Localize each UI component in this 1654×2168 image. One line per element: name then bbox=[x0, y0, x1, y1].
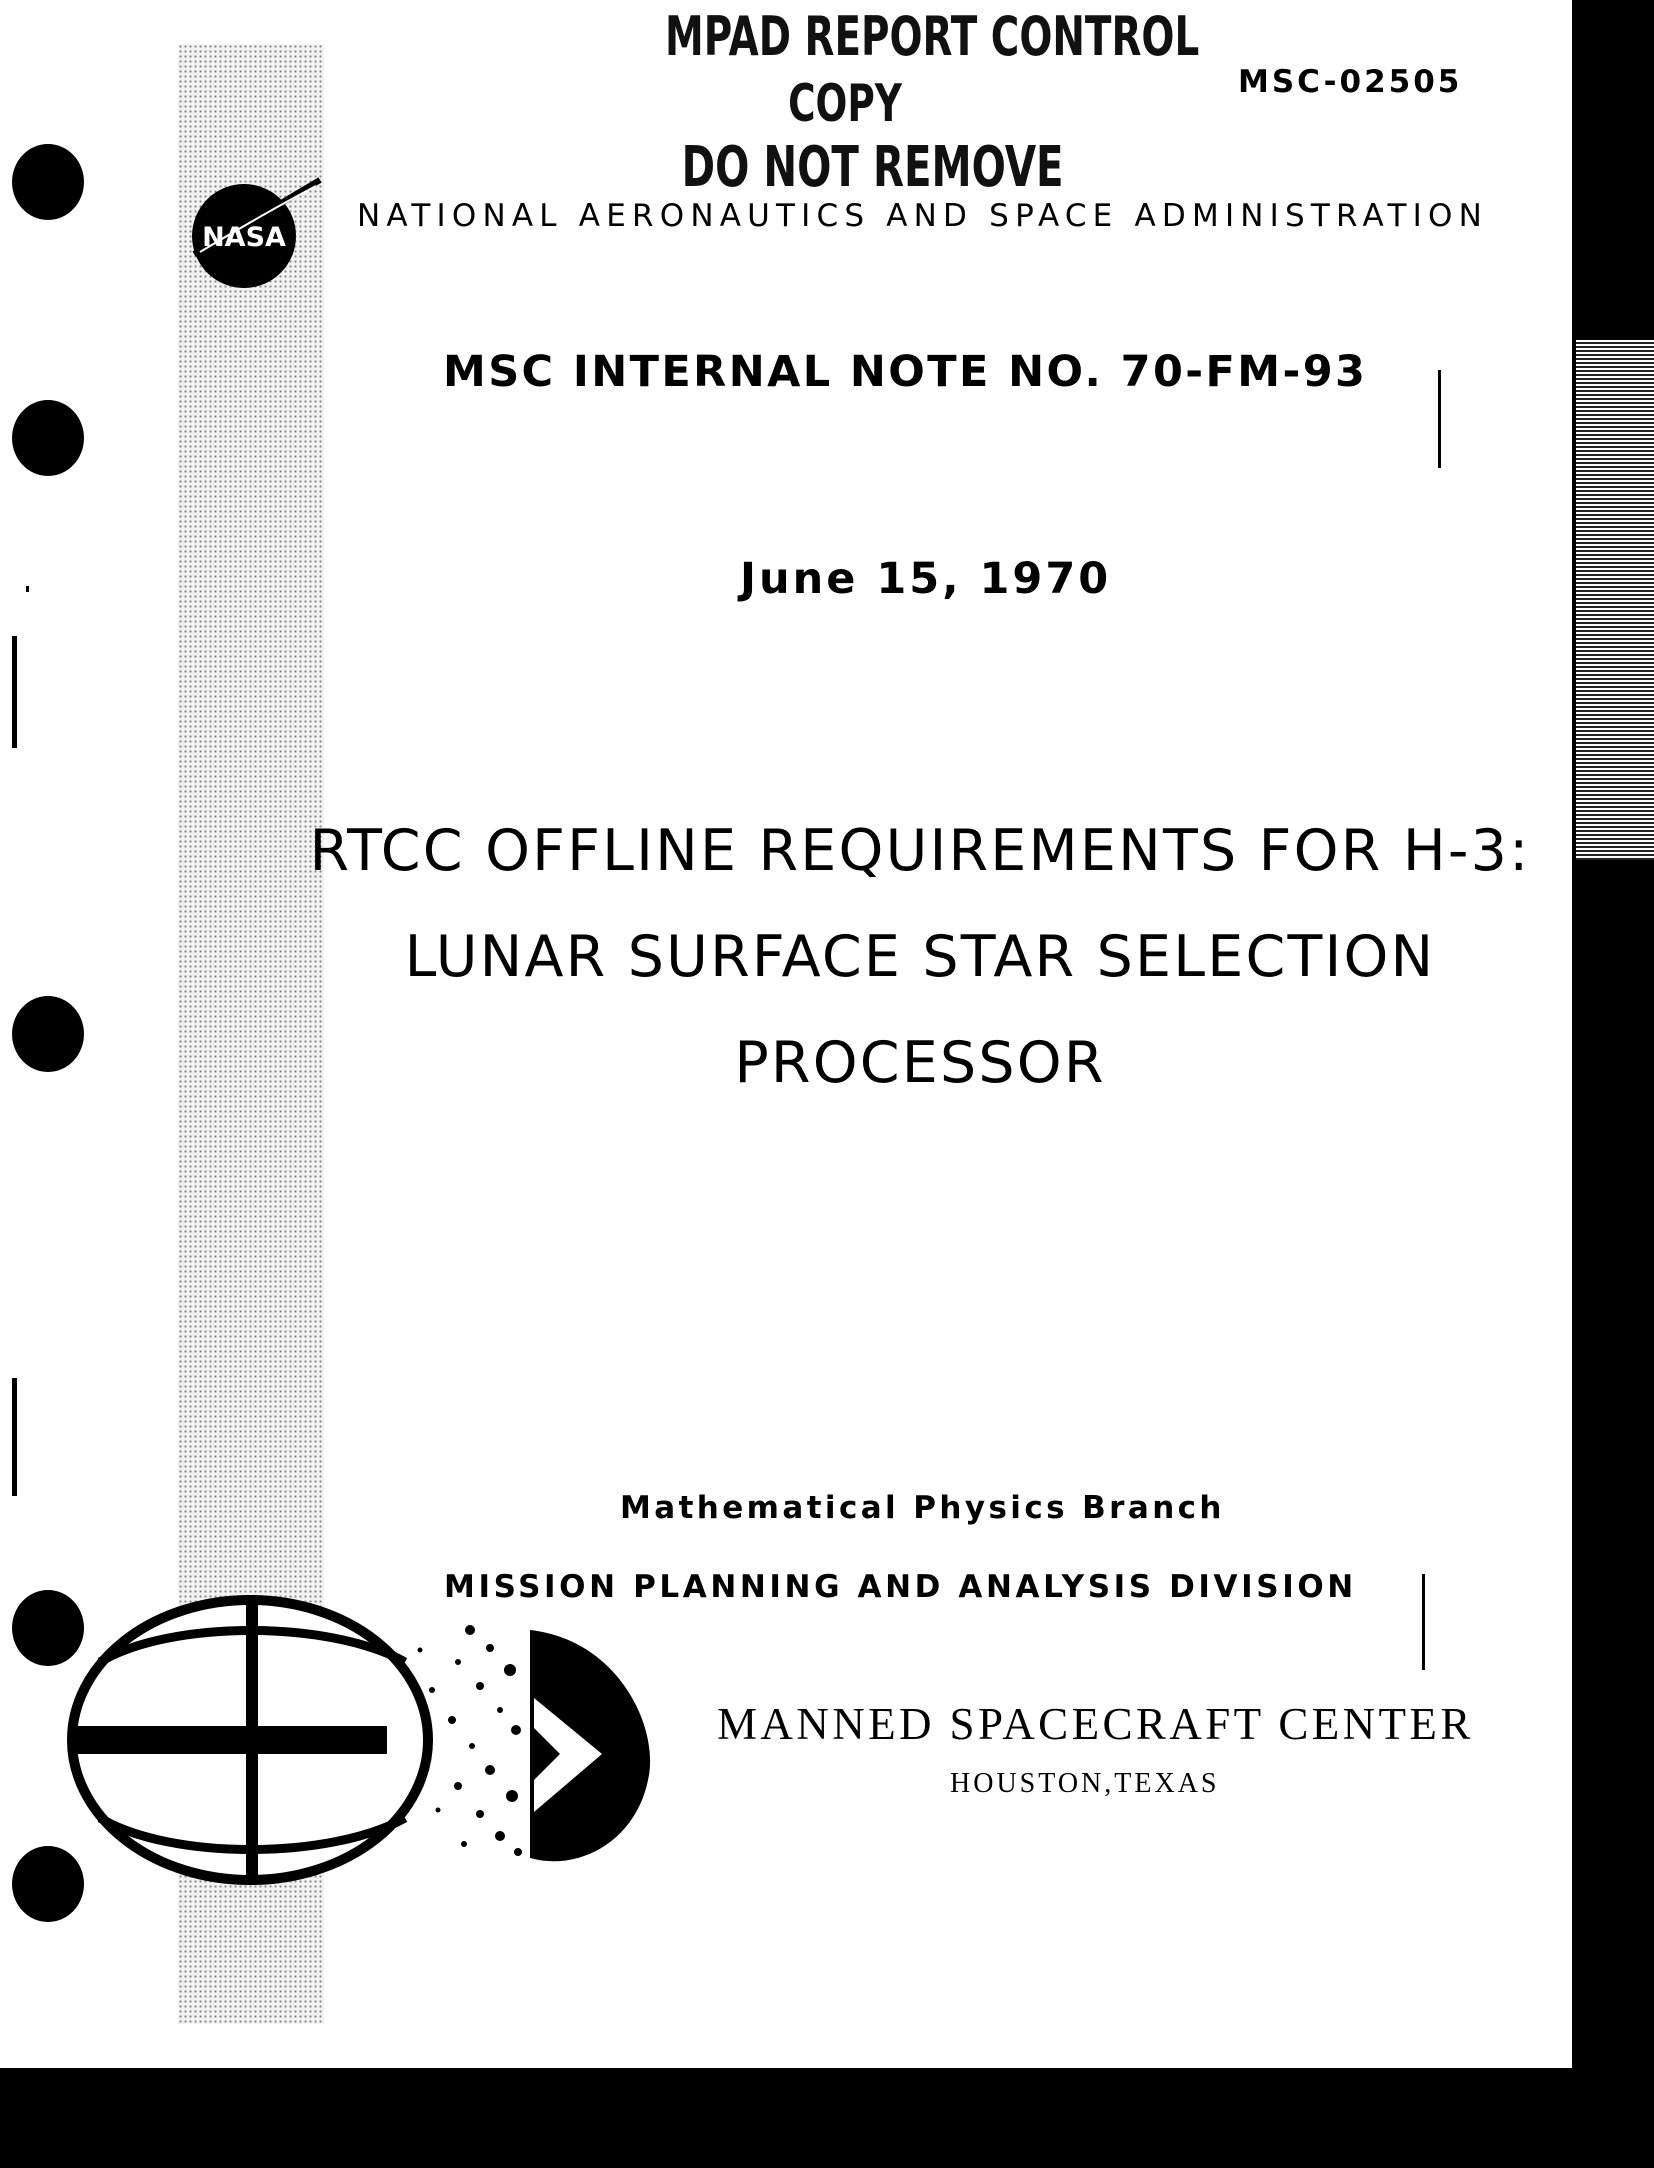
internal-note-number: MSC INTERNAL NOTE NO. 70-FM-93 bbox=[443, 347, 1368, 397]
scan-artifact bbox=[12, 636, 17, 748]
punch-hole bbox=[12, 400, 84, 476]
agency-name: NATIONAL AERONAUTICS AND SPACE ADMINISTRATION bbox=[357, 198, 1488, 234]
nasa-logo bbox=[186, 176, 324, 292]
scan-artifact bbox=[1422, 1574, 1425, 1670]
punch-hole bbox=[12, 144, 84, 220]
title-line-3: PROCESSOR bbox=[734, 1030, 1106, 1096]
scan-artifact bbox=[26, 586, 29, 592]
note-date: June 15, 1970 bbox=[740, 554, 1112, 604]
scan-border-right bbox=[1572, 0, 1654, 2068]
msc-logo bbox=[60, 1590, 660, 1890]
center-name: MANNED SPACECRAFT CENTER bbox=[717, 1699, 1474, 1749]
stamp-line-3: DO NOT REMOVE bbox=[681, 135, 1064, 200]
stamp-line-2: COPY bbox=[788, 74, 902, 134]
scan-border-stripes bbox=[1576, 340, 1654, 860]
title-line-1: RTCC OFFLINE REQUIREMENTS FOR H-3: bbox=[309, 818, 1531, 884]
branch-name: Mathematical Physics Branch bbox=[620, 1490, 1225, 1526]
nasa-logo-text: NASA bbox=[202, 222, 286, 253]
scan-artifact bbox=[1438, 370, 1441, 468]
center-location: HOUSTON,TEXAS bbox=[950, 1768, 1220, 1799]
punch-hole bbox=[12, 996, 84, 1072]
document-number: MSC-02505 bbox=[1238, 64, 1463, 100]
scan-artifact bbox=[12, 1378, 17, 1496]
division-name: MISSION PLANNING AND ANALYSIS DIVISION bbox=[444, 1569, 1357, 1605]
title-line-2: LUNAR SURFACE STAR SELECTION bbox=[404, 924, 1436, 990]
stamp-line-1: MPAD REPORT CONTROL bbox=[665, 5, 1200, 68]
